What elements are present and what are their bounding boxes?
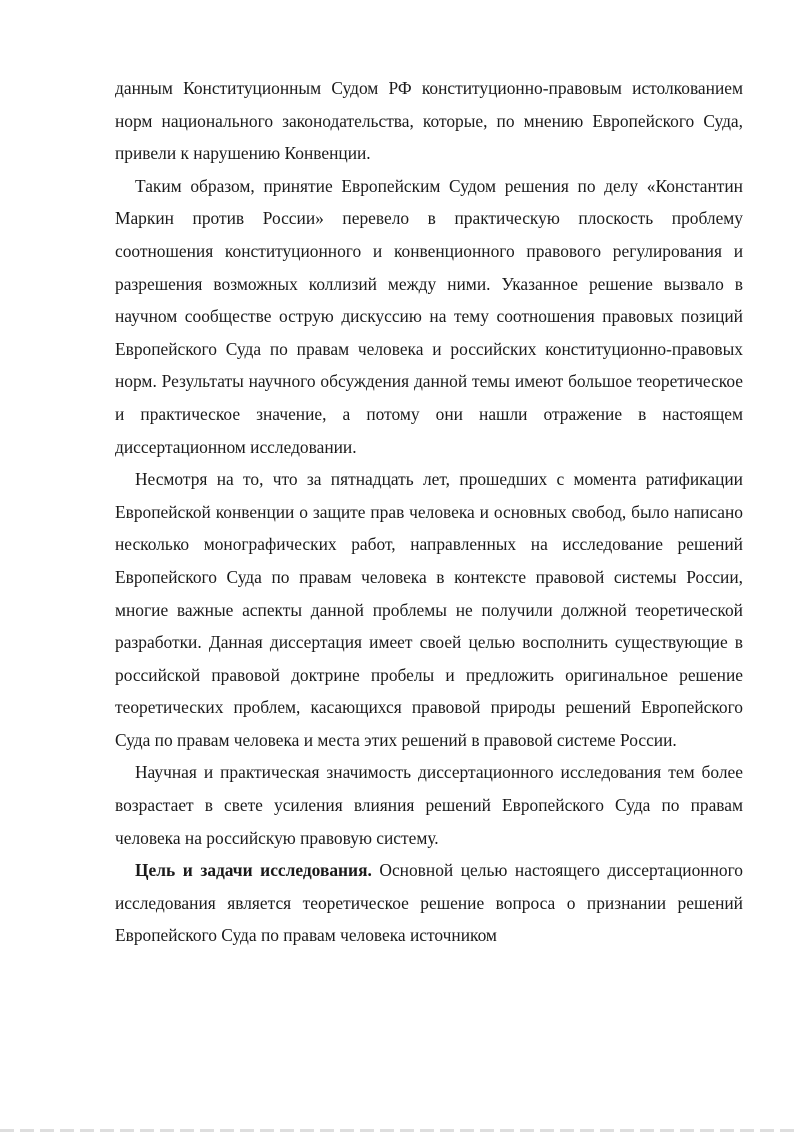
paragraph-fifteen-years: Несмотря на то, что за пятнадцать лет, прошедших с момента ратификации Европейской конвенции о защите прав человека и основных свобод, было написано несколько монографических работ, направленных на исследование решений Европейского Суда по правам человека в контексте правовой системы России, многие важные аспекты данной проблемы не получили должной теоретической разработки. Данная диссертация имеет своей целью восполнить существующие в российской правовой доктрине пробелы и предложить оригинальное решение теоретических проблем, касающихся правовой природы решений Европейского Суда по правам человека и места этих решений в правовой системе России.	[115, 469, 743, 750]
goals-text: Основной целью настоящего диссертационного исследования является теоретическое решение вопроса о признании решений Европейского Суда по правам человека источником	[115, 860, 743, 946]
goals-heading: Цель и задачи исследования.	[135, 860, 372, 881]
paragraph-significance: Научная и практическая значимость диссертационного исследования тем более возрастает в свете усиления влияния решений Европейского Суда по правам человека на российскую правовую систему.	[115, 762, 743, 848]
document-body	[115, 72, 743, 952]
paragraph-konstantin-markin: Таким образом, принятие Европейским Судом решения по делу «Константин Маркин против России» перевело в практическую плоскость проблему соотношения конституционного и конвенционного правового регулирования и разрешения возможных коллизий между ними. Указанное решение вызвало в научном сообществе острую дискуссию на тему соотношения правовых позиций Европейского Суда по правам человека и российских конституционно-правовых норм. Результаты научного обсуждения данной темы имеют большое теоретическое и практическое значение, а потому они нашли отражение в настоящем диссертационном исследовании.	[115, 175, 743, 457]
paragraph-goals	[115, 854, 743, 952]
paragraph-continuation: данным Конституционным Судом РФ конституционно-правовым истолкованием норм национального законодательства, которые, по мнению Европейского Суда, привели к нарушению Конвенции.	[115, 78, 743, 164]
